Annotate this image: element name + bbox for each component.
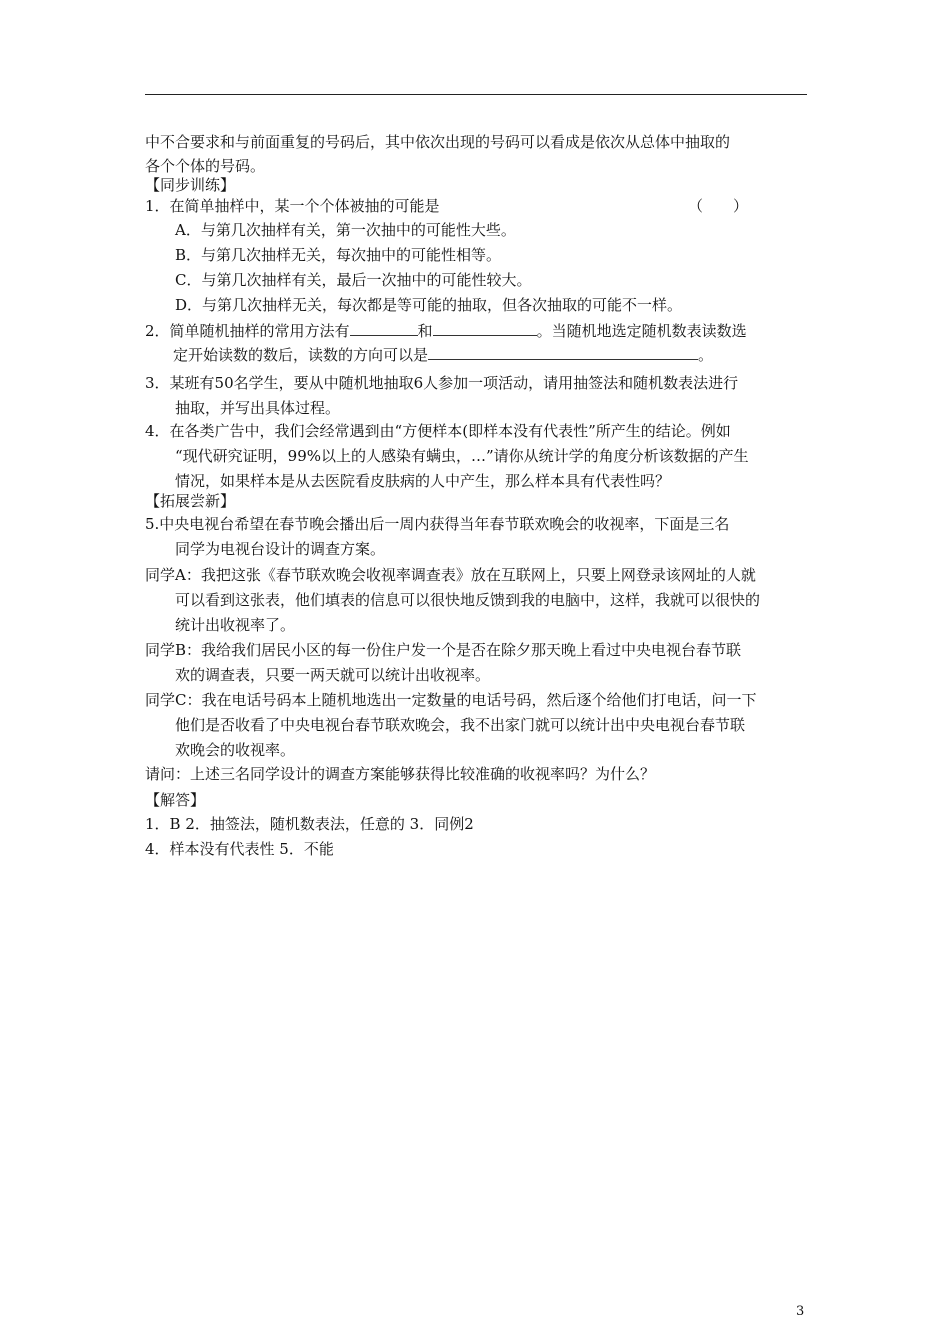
q5-line-2: 同学为电视台设计的调查方案。 (175, 540, 386, 558)
q5-student-b-line-1: 同学B：我给我们居民小区的每一份住户发一个是否在除夕那天晚上看过中央电视台春节联 (145, 641, 742, 659)
section-heading-extension: 【拓展尝新】 (145, 492, 236, 510)
q2-blank-2 (433, 319, 537, 336)
q5-student-c-line-1: 同学C：我在电话号码本上随机地选出一定数量的电话号码，然后逐个给他们打电话，问一下 (145, 691, 757, 709)
answers-line-2: 4．样本没有代表性 5．不能 (145, 840, 334, 858)
page-number: 3 (796, 1304, 805, 1319)
q4-line-1: 4．在各类广告中，我们会经常遇到由“方便样本(即样本没有代表性”所产生的结论。例如 (145, 422, 731, 440)
q3-line-2: 抽取，并写出具体过程。 (175, 399, 341, 417)
q1-option-a: A．与第几次抽样有关，第一次抽中的可能性大些。 (175, 221, 516, 239)
q1-option-d: D．与第几次抽样无关，每次都是等可能的抽取，但各次抽取的可能不一样。 (175, 296, 683, 314)
answers-line-1: 1．B 2．抽签法，随机数表法，任意的 3．同例2 (145, 815, 474, 833)
q2-line-1 (145, 319, 747, 342)
section-heading-answers: 【解答】 (145, 791, 206, 809)
q2-text-4: 定开始读数的数后，读数的方向可以是 (173, 346, 429, 364)
q5-student-c-line-3: 欢晚会的收视率。 (175, 741, 296, 759)
intro-line-2: 各个个体的号码。 (145, 157, 266, 175)
q2-line-2 (173, 343, 713, 366)
q1-answer-paren: （ ） (688, 197, 749, 215)
q2-text-3: 。当随机地选定随机数表读数选 (536, 322, 747, 340)
intro-line-1: 中不合要求和与前面重复的号码后，其中依次出现的号码可以看成是依次从总体中抽取的 (145, 133, 731, 151)
header-rule (145, 94, 807, 95)
q2-text-2: 和 (417, 322, 433, 340)
q5-student-a-line-2: 可以看到这张表，他们填表的信息可以很快地反馈到我的电脑中，这样，我就可以很快的 (175, 591, 761, 609)
q5-question: 请问：上述三名同学设计的调查方案能够获得比较准确的收视率吗？为什么？ (145, 765, 656, 783)
q5-student-a-line-3: 统计出收视率了。 (175, 616, 296, 634)
q4-line-3: 情况，如果样本是从去医院看皮肤病的人中产生，那么样本具有代表性吗？ (175, 472, 671, 490)
q4-line-2: “现代研究证明，99%以上的人感染有螨虫，…”请你从统计学的角度分析该数据的产生 (175, 447, 749, 465)
q5-student-b-line-2: 欢的调查表，只要一两天就可以统计出收视率。 (175, 666, 491, 684)
section-heading-sync-training: 【同步训练】 (145, 176, 236, 194)
q5-student-a-line-1: 同学A：我把这张《春节联欢晚会收视率调查表》放在互联网上，只要上网登录该网址的人就 (145, 566, 756, 584)
q1-option-b: B．与第几次抽样无关，每次抽中的可能性相等。 (175, 246, 502, 264)
q2-text-1: 2．简单随机抽样的常用方法有 (145, 322, 350, 340)
q1-option-c: C．与第几次抽样有关，最后一次抽中的可能性较大。 (175, 271, 532, 289)
q2-text-5: 。 (698, 346, 714, 364)
q3-line-1: 3．某班有50名学生，要从中随机地抽取6人参加一项活动，请用抽签法和随机数表法进行 (145, 374, 739, 392)
q2-blank-1 (350, 319, 418, 336)
q5-line-1: 5.中央电视台希望在春节晚会播出后一周内获得当年春节联欢晚会的收视率，下面是三名 (145, 515, 730, 533)
q5-student-c-line-2: 他们是否收看了中央电视台春节联欢晚会，我不出家门就可以统计出中央电视台春节联 (175, 716, 746, 734)
q2-blank-3 (428, 343, 698, 360)
q1-stem: 1．在简单抽样中，某一个个体被抽的可能是 (145, 197, 440, 215)
